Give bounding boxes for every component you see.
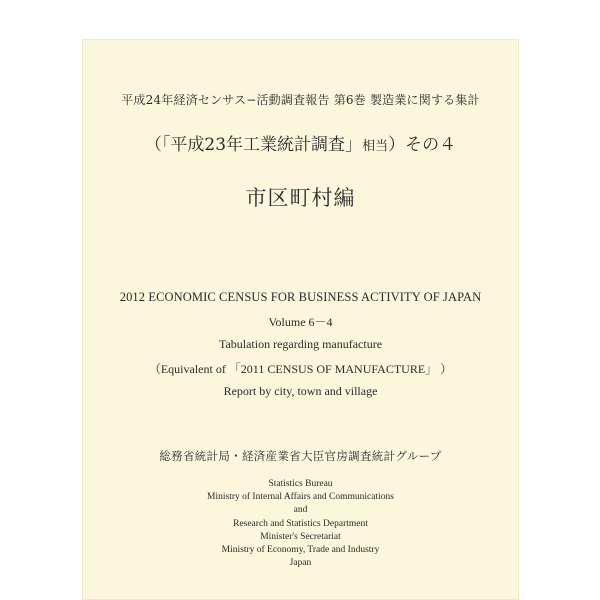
publisher-en-line: Japan xyxy=(289,558,312,569)
english-title: 2012 ECONOMIC CENSUS FOR BUSINESS ACTIVITY OF JAPAN xyxy=(119,290,482,304)
subtitle-main: （「平成23年工業統計調査」 xyxy=(144,135,363,155)
volume-label: Volume 6－4 xyxy=(268,315,333,329)
publisher-en-line: Statistics Bureau xyxy=(268,479,333,489)
publisher-en-line: and xyxy=(293,505,308,516)
report-label: Report by city, town and village xyxy=(223,384,378,398)
tabulation-label: Tabulation regarding manufacture xyxy=(218,337,383,351)
publisher-en xyxy=(82,478,519,570)
series-title: 平成24年経済センサス−活動調査報告 第6巻 製造業に関する集計 xyxy=(121,93,480,107)
subtitle-small: 相当 xyxy=(362,139,389,154)
subtitle-jp xyxy=(82,130,519,155)
publisher-jp: 総務省統計局・経済産業省大臣官房調査統計グループ xyxy=(159,449,442,463)
publisher-en-line: Ministry of Internal Affairs and Communications xyxy=(207,492,394,503)
page-title: 市区町村編 xyxy=(245,186,356,210)
book-cover xyxy=(82,39,519,600)
equivalent-label: （Equivalent of 「2011 CENSUS OF MANUFACTURE」 ） xyxy=(148,362,453,376)
publisher-en-line: Ministry of Economy, Trade and Industry xyxy=(221,545,380,556)
subtitle-end: ）その４ xyxy=(388,135,457,155)
publisher-en-line: Research and Statistics Department xyxy=(233,518,368,529)
publisher-en-line: Minister's Secretariat xyxy=(260,531,341,542)
